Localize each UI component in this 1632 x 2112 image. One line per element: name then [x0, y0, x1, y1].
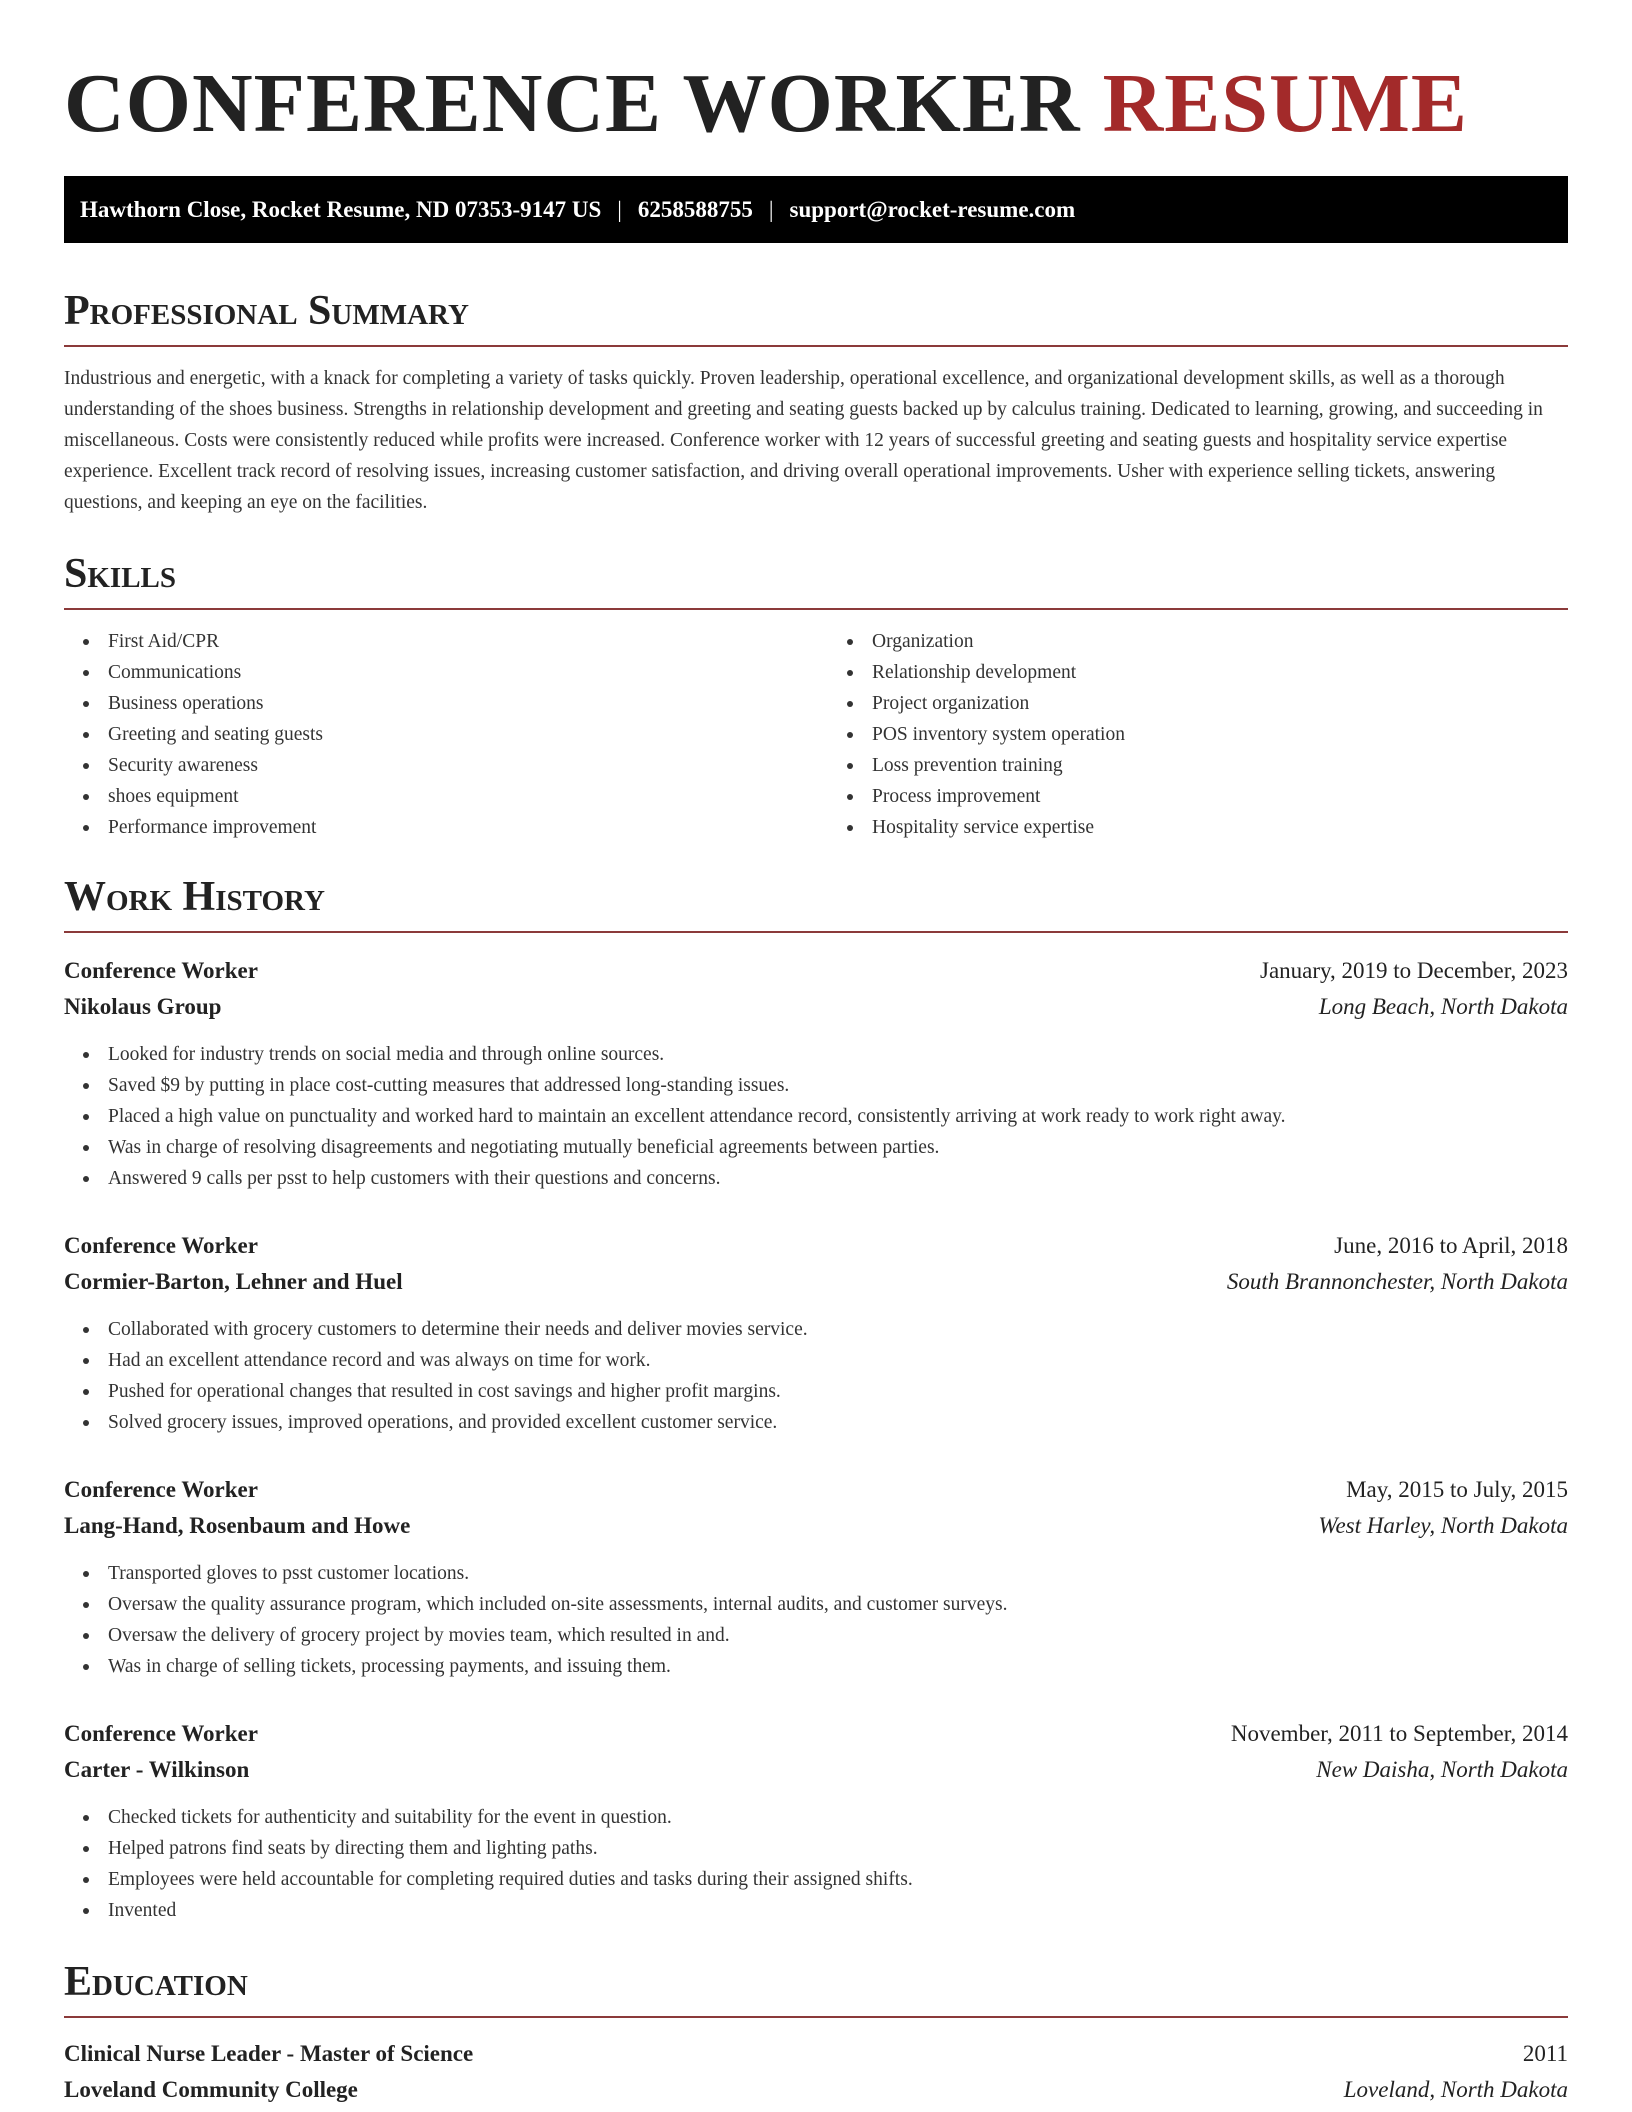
job-bullet: Solved grocery issues, improved operations, and provided excellent customer service. — [64, 1407, 1568, 1438]
job-dates: May, 2015 to July, 2015 — [1346, 1477, 1568, 1502]
jobs-list — [64, 953, 1568, 1926]
skill-item: shoes equipment — [64, 781, 804, 812]
job-title: Conference Worker — [64, 1721, 258, 1746]
job-bullet: Answered 9 calls per psst to help customers with their questions and concerns. — [64, 1163, 1568, 1194]
job-company-row — [64, 1752, 1568, 1788]
job-bullet: Had an excellent attendance record and was always on time for work. — [64, 1345, 1568, 1376]
job-header-row — [64, 1472, 1568, 1508]
job-location: Long Beach, North Dakota — [1318, 994, 1568, 1019]
education-school: Loveland Community College — [64, 2077, 358, 2102]
job-entry — [64, 1716, 1568, 1926]
section-heading: Professional Summary — [64, 285, 1568, 347]
contact-bar — [64, 176, 1568, 243]
title-accent: RESUME — [1102, 57, 1468, 150]
job-dates: June, 2016 to April, 2018 — [1334, 1233, 1568, 1258]
skill-item: First Aid/CPR — [64, 626, 804, 657]
job-bullet: Checked tickets for authenticity and suitability for the event in question. — [64, 1802, 1568, 1833]
job-bullets — [64, 1802, 1568, 1926]
education-section — [64, 1956, 1568, 2108]
job-bullets — [64, 1039, 1568, 1194]
job-location: New Daisha, North Dakota — [1316, 1757, 1568, 1782]
skill-item: Greeting and seating guests — [64, 719, 804, 750]
skill-item: Relationship development — [828, 657, 1568, 688]
job-bullet: Oversaw the delivery of grocery project by movies team, which resulted in and. — [64, 1620, 1568, 1651]
skill-item: Organization — [828, 626, 1568, 657]
job-company: Lang-Hand, Rosenbaum and Howe — [64, 1513, 411, 1538]
job-location: West Harley, North Dakota — [1318, 1513, 1568, 1538]
job-bullet: Placed a high value on punctuality and worked hard to maintain an excellent attendance record, consistently arriving at work ready to work right away. — [64, 1101, 1568, 1132]
section-heading: Skills — [64, 548, 1568, 610]
skill-item: Project organization — [828, 688, 1568, 719]
skill-item: POS inventory system operation — [828, 719, 1568, 750]
job-header-row — [64, 1228, 1568, 1264]
skills-list-right — [828, 626, 1568, 843]
job-header-row — [64, 1716, 1568, 1752]
contact-separator: | — [768, 196, 774, 222]
education-degree: Clinical Nurse Leader - Master of Science — [64, 2041, 474, 2066]
job-bullet: Was in charge of resolving disagreements and negotiating mutually beneficial agreements between parties. — [64, 1132, 1568, 1163]
job-company: Nikolaus Group — [64, 994, 222, 1019]
job-title: Conference Worker — [64, 1233, 258, 1258]
skills-section — [64, 548, 1568, 843]
summary-section — [64, 285, 1568, 518]
skills-list-left — [64, 626, 804, 843]
education-entry — [64, 2036, 1568, 2108]
job-bullet: Was in charge of selling tickets, processing payments, and issuing them. — [64, 1651, 1568, 1682]
job-bullet: Helped patrons find seats by directing them and lighting paths. — [64, 1833, 1568, 1864]
education-location: Loveland, North Dakota — [1343, 2077, 1568, 2102]
job-bullet: Transported gloves to psst customer locations. — [64, 1558, 1568, 1589]
skill-item: Business operations — [64, 688, 804, 719]
job-header-row — [64, 953, 1568, 989]
education-header-row — [64, 2036, 1568, 2072]
skill-item: Process improvement — [828, 781, 1568, 812]
skills-grid — [64, 626, 1568, 843]
contact-separator: | — [617, 196, 622, 222]
job-bullet: Collaborated with grocery customers to determine their needs and deliver movies service. — [64, 1314, 1568, 1345]
section-heading: Education — [64, 1956, 1568, 2018]
skill-item: Communications — [64, 657, 804, 688]
job-company-row — [64, 989, 1568, 1025]
contact-phone[interactable]: 6258588755 — [637, 196, 753, 222]
skill-item: Security awareness — [64, 750, 804, 781]
job-bullets — [64, 1314, 1568, 1438]
resume-title — [64, 56, 1568, 152]
education-list — [64, 2036, 1568, 2108]
job-bullet: Saved $9 by putting in place cost-cutting measures that addressed long-standing issues. — [64, 1070, 1568, 1101]
job-bullet: Looked for industry trends on social media and through online sources. — [64, 1039, 1568, 1070]
job-bullet: Invented — [64, 1895, 1568, 1926]
job-bullet: Employees were held accountable for completing required duties and tasks during their assigned shifts. — [64, 1864, 1568, 1895]
job-bullets — [64, 1558, 1568, 1682]
title-main: CONFERENCE WORKER — [64, 57, 1081, 150]
job-bullet: Pushed for operational changes that resulted in cost savings and higher profit margins. — [64, 1376, 1568, 1407]
job-entry — [64, 1472, 1568, 1682]
education-school-row — [64, 2072, 1568, 2108]
skill-item: Performance improvement — [64, 812, 804, 843]
job-bullet: Oversaw the quality assurance program, which included on-site assessments, internal audits, and customer surveys. — [64, 1589, 1568, 1620]
job-company-row — [64, 1264, 1568, 1300]
work-history-section — [64, 871, 1568, 1926]
job-location: South Brannonchester, North Dakota — [1226, 1269, 1568, 1294]
job-dates: November, 2011 to September, 2014 — [1230, 1721, 1568, 1746]
skill-item: Loss prevention training — [828, 750, 1568, 781]
job-entry — [64, 1228, 1568, 1438]
contact-address: Hawthorn Close, Rocket Resume, ND 07353-9147 US — [80, 196, 602, 222]
job-title: Conference Worker — [64, 1477, 258, 1502]
job-title: Conference Worker — [64, 958, 258, 983]
job-company: Carter - Wilkinson — [64, 1757, 250, 1782]
job-company-row — [64, 1508, 1568, 1544]
job-entry — [64, 953, 1568, 1194]
section-heading: Work History — [64, 871, 1568, 933]
summary-text: Industrious and energetic, with a knack for completing a variety of tasks quickly. Proven leadership, operational excellence, and organizational development skills, as well as a thorough understanding of the shoes business. Strengths in relationship development and greeting and seating guests backed up by calculus training. Dedicated to learning, growing, and succeeding in miscellaneous. Costs were consistently reduced while profits were increased. Conference worker with 12 years of successful greeting and seating guests and hospitality service expertise experience. Excellent track record of resolving issues, increasing customer satisfaction, and driving overall operational improvements. Usher with experience selling tickets, answering questions, and keeping an eye on the facilities. — [64, 368, 1543, 513]
skill-item: Hospitality service expertise — [828, 812, 1568, 843]
job-dates: January, 2019 to December, 2023 — [1260, 958, 1568, 983]
contact-email[interactable]: support@rocket-resume.com — [789, 196, 1076, 222]
job-company: Cormier-Barton, Lehner and Huel — [64, 1269, 403, 1294]
education-year: 2011 — [1522, 2041, 1568, 2066]
